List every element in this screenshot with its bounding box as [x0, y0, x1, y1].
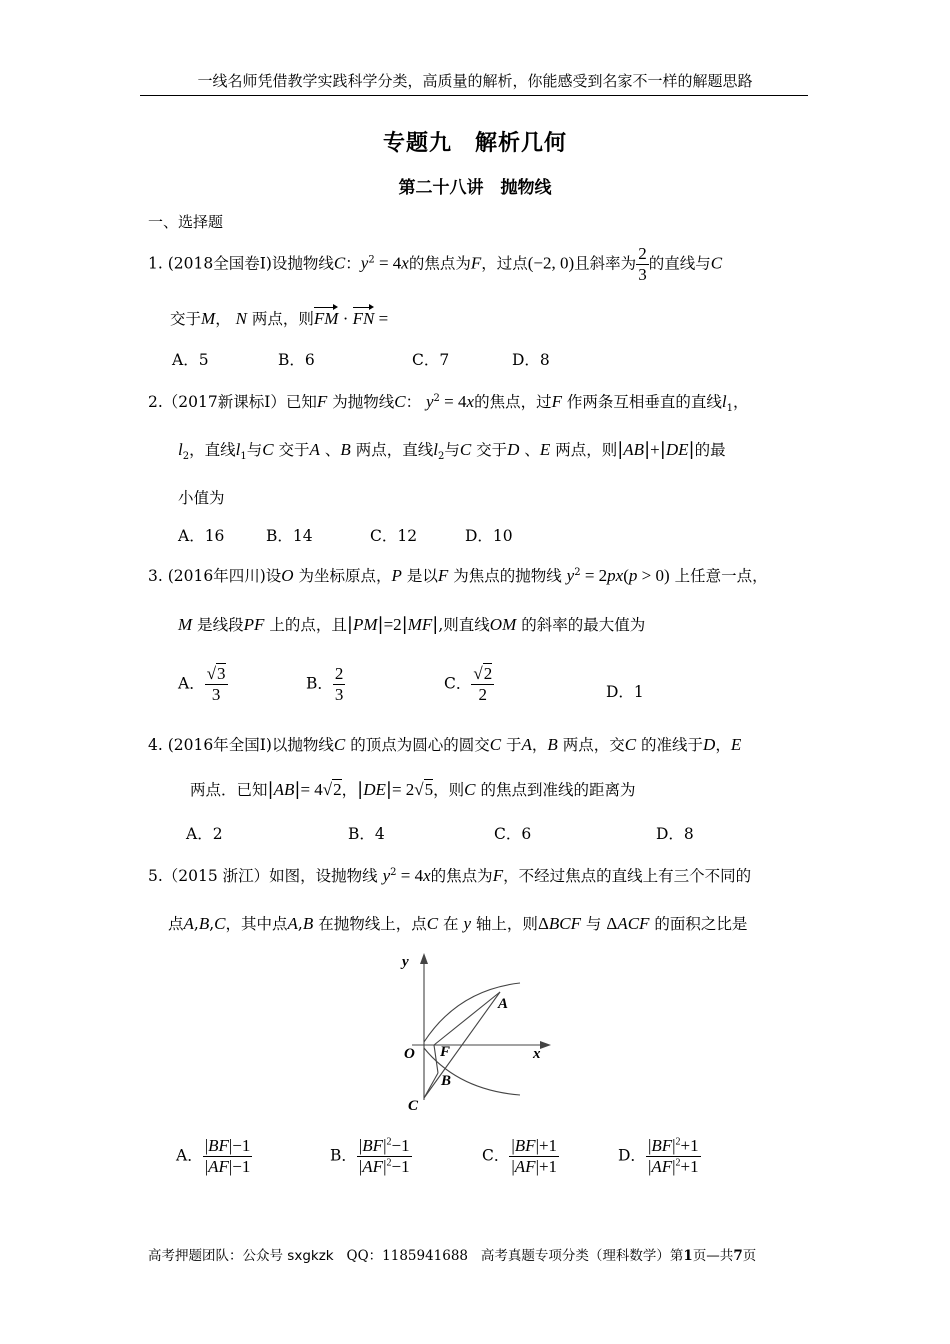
label-f: F — [440, 1044, 451, 1060]
q2-option-d[interactable]: D．10 — [465, 527, 513, 545]
q2-option-c[interactable]: C．12 — [370, 527, 418, 545]
label-b: B — [441, 1073, 452, 1089]
label-y: y — [402, 954, 409, 970]
q5-line1: 5.（2015 浙江）如图，设抛物线 $y^2 = 4x$的焦点为F，不经过焦点的直线上有三个不同的 — [148, 866, 752, 885]
q4-option-d[interactable]: D．8 — [656, 825, 694, 843]
page-title: 专题九 解析几何 — [382, 131, 567, 156]
section-heading: 一、选择题 — [148, 213, 224, 231]
parabola-upper — [424, 983, 520, 1042]
label-x: x — [533, 1046, 541, 1062]
q1-option-d[interactable]: D．8 — [512, 351, 550, 369]
page-subtitle: 第二十八讲 抛物线 — [398, 178, 552, 198]
q5-option-a[interactable]: A． $\frac{|BF|-1}{|AF|-1}$ — [176, 1136, 251, 1176]
q2-line1: 2.（2017新课标Ⅰ）已知F 为抛物线C： $y^2 = 4x$的焦点，过F 作两条互相垂直的直线$l_1$， — [148, 392, 749, 415]
y-axis-arrow — [420, 953, 428, 964]
header-divider — [140, 95, 808, 96]
q5-option-d[interactable]: D． $\frac{|BF|^2+1}{|AF|^2+1}$ — [618, 1136, 699, 1176]
q3-option-a[interactable]: A． $\frac{√3}{3}$ — [178, 664, 226, 704]
q2-line2: $l_2$，直线$l_1$与C 交于A 、B 两点，直线$l_2$与C 交于D 、E 两点，则|AB|+|DE|的最 — [178, 439, 726, 463]
q4-line1: 4. (2016年全国Ⅰ)以抛物线C 的顶点为圆心的圆交C 于A，B 两点，交C 的准线于D，E — [148, 735, 742, 754]
line-cb — [424, 1073, 438, 1098]
footer-page-number: 1 — [683, 1248, 693, 1264]
q2-line3: 小值为 — [178, 489, 225, 507]
q3-option-b[interactable]: B． $\frac{2}{3}$ — [306, 664, 344, 704]
footer-qq: QQ：1185941688 — [346, 1248, 469, 1264]
footer-brand: sxgkzk — [287, 1248, 334, 1264]
q2-option-a[interactable]: A．16 — [178, 527, 225, 545]
q4-option-a[interactable]: A．2 — [186, 825, 223, 843]
q2-option-b[interactable]: B．14 — [266, 527, 313, 545]
x-axis-arrow — [540, 1041, 551, 1049]
q4-option-c[interactable]: C．6 — [494, 825, 532, 843]
label-o: O — [404, 1046, 415, 1062]
page-footer: 高考押题团队：公众号 sxgkzk QQ：1185941688 高考真题专项分类（理科数学）第1页—共7页 — [148, 1248, 757, 1264]
q3-line1: 3. (2016年四川)设O 为坐标原点，P 是以F 为焦点的抛物线 $y^2 = 2px(p > 0)$ 上任意一点， — [148, 566, 768, 585]
footer-team: 高考押题团队：公众号 — [148, 1248, 283, 1264]
q3-option-c[interactable]: C． $\frac{√2}{2}$ — [444, 664, 493, 704]
footer-desc: 高考真题专项分类（理科数学）第 — [480, 1248, 684, 1264]
q1-option-b[interactable]: B．6 — [278, 351, 315, 369]
label-a: A — [498, 996, 509, 1012]
q1-line2: 交于M， N 两点，则FM · FN = — [170, 309, 389, 328]
q1-line1: 1. (2018全国卷Ⅰ)设抛物线C：$y^2 = 4x$的焦点为F，过点(−2, 0)且斜率为 $\frac{2}{3}$ 的直线与C — [148, 244, 723, 284]
q3-option-d[interactable]: D．1 — [606, 683, 644, 701]
parabola-lower — [424, 1048, 520, 1095]
q5-line2: 点A,B,C，其中点A,B 在抛物线上，点C 在 y 轴上，则ΔBCF 与 ΔACF 的面积之比是 — [168, 914, 748, 933]
q4-option-b[interactable]: B．4 — [348, 825, 385, 843]
q3-line2: M 是线段PF 上的点，且|PM|=2|MF|,则直线OM 的斜率的最大值为 — [178, 614, 646, 635]
q5-option-b[interactable]: B． $\frac{|BF|^2-1}{|AF|^2-1}$ — [330, 1136, 410, 1176]
q1-option-c[interactable]: C．7 — [412, 351, 450, 369]
footer-page-total: 7 — [733, 1248, 743, 1264]
q4-line2: 两点．已知|AB|= 4√2，|DE|= 2√5，则C 的焦点到准线的距离为 — [190, 779, 636, 800]
parabola-figure — [398, 950, 558, 1115]
q5-option-c[interactable]: C． $\frac{|BF|+1}{|AF|+1}$ — [482, 1136, 558, 1176]
page-header: 一线名师凭借教学实践科学分类，高质量的解析，你能感受到名家不一样的解题思路 — [197, 72, 753, 90]
label-c: C — [408, 1098, 419, 1114]
q1-option-a[interactable]: A．5 — [172, 351, 209, 369]
